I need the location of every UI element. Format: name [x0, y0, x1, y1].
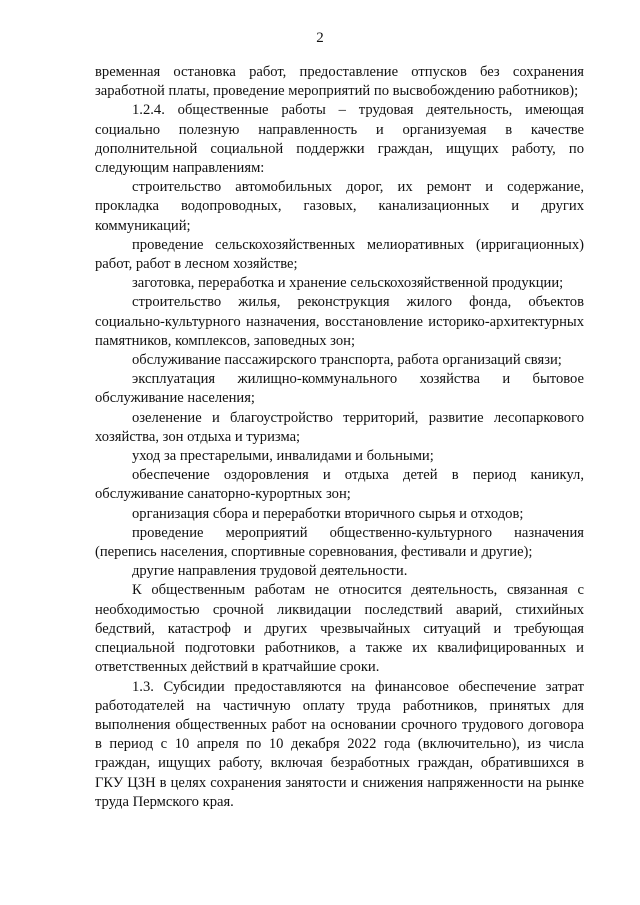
document-body — [95, 63, 584, 812]
paragraph: 1.2.4. общественные работы – трудовая деятельность, имеющая социально полезную направленность и организуемая в качестве дополнительной социальной поддержки граждан, ищущих работу, по следующим направлениям: — [95, 102, 584, 177]
paragraph: строительство жилья, реконструкция жилого фонда, объектов социально-культурного назначения, восстановление историко-архитектурных памятников, комплексов, заповедных зон; — [95, 294, 584, 349]
paragraph: организация сбора и переработки вторичного сырья и отходов; — [132, 505, 524, 522]
paragraph: обслуживание пассажирского транспорта, работа организаций связи; — [132, 352, 562, 369]
paragraph: строительство автомобильных дорог, их ремонт и содержание, прокладка водопроводных, газовых, канализационных и других коммуникаций; — [95, 179, 584, 234]
paragraph: другие направления трудовой деятельности. — [132, 563, 408, 580]
paragraph: 1.3. Субсидии предоставляются на финансовое обеспечение затрат работодателей на частичную оплату труда работников, принятых для выполнения общественных работ на основании срочного трудового договора в период с 10 апреля по 10 декабря 2022 года (включительно), из числа граждан, ищущих работу, включая безработных граждан, обратившихся в ГКУ ЦЗН в целях сохранения занятости и снижения напряженности на рынке труда Пермского края. — [95, 678, 584, 810]
paragraph: эксплуатация жилищно-коммунального хозяйства и бытовое обслуживание населения; — [95, 371, 584, 407]
paragraph: проведение сельскохозяйственных мелиоративных (ирригационных) работ, работ в лесном хозяйстве; — [95, 236, 584, 273]
paragraph: заготовка, переработка и хранение сельскохозяйственной продукции; — [132, 275, 564, 292]
paragraph: проведение мероприятий общественно-культурного назначения (перепись населения, спортивные соревнования, фестивали и другие); — [95, 524, 584, 561]
paragraph: обеспечение оздоровления и отдыха детей в период каникул, обслуживание санаторно-курортных зон; — [95, 467, 584, 503]
paragraph: К общественным работам не относится деятельность, связанная с необходимостью срочной ликвидации последствий аварий, стихийных бедствий, катастроф и других чрезвычайных ситуаций и требующая специальной подготовки работников, а также их квалифицированных и ответственных действий в кратчайшие сроки. — [95, 582, 584, 676]
paragraph: временная остановка работ, предоставление отпусков без сохранения заработной платы, проведение мероприятий по высвобождению работников); — [95, 64, 584, 100]
paragraph: уход за престарелыми, инвалидами и больными; — [132, 448, 434, 465]
page-number: 2 — [316, 30, 324, 46]
paragraph: озеленение и благоустройство территорий, развитие лесопаркового хозяйства, зон отдыха и туризма; — [95, 409, 584, 445]
